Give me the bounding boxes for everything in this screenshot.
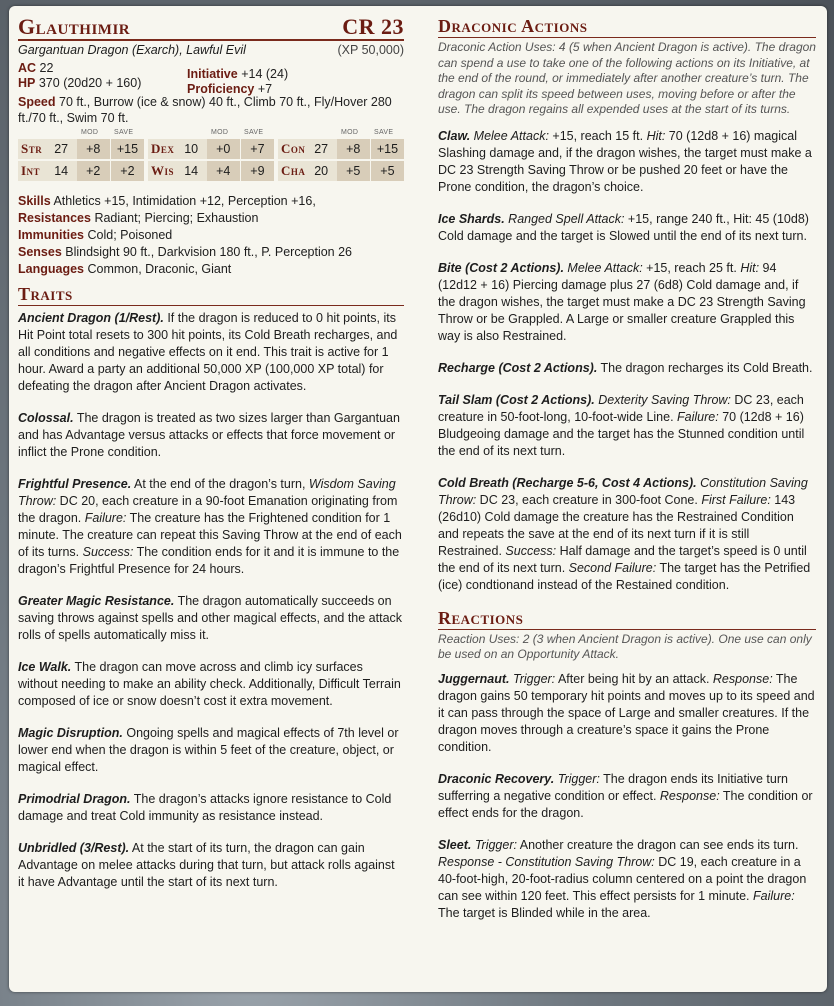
trait-entry-text: DC 20, each creature in a 90-foot Emanation originating from the dragon. [18,494,398,525]
mod-header: MOD [211,129,229,136]
action-entry-name: Bite (Cost 2 Actions). [438,260,564,275]
reaction-entry-text: The dragon ends its Initiative turn sufferring a negative condition or effect. [438,771,788,803]
creature-name: Glauthimir [18,14,131,39]
creature-type: Gargantuan Dragon (Exarch), Lawful Evil [18,43,246,57]
action-entry [438,392,816,460]
ability-row [18,139,404,159]
trait-entry-text: The creature has the Frightened condition for 1 minute. The creature can repeat this Saving Throw at the end of each of its turns. [18,511,402,559]
action-entry-label: Hit: [646,128,666,143]
ability-score: 27 [314,139,336,159]
reaction-entry-name: Sleet. [438,837,472,852]
ability-score: 27 [54,139,76,159]
traits-list [18,310,404,891]
trait-entry-label: Success: [82,545,134,559]
mod-header: MOD [341,129,359,136]
action-entry-label: Second Failure: [568,560,657,575]
ability-mod: +0 [207,139,240,159]
subtitle-row [18,43,404,57]
trait-entry-text: The dragon’s attacks ignore resistance to Cold damage and treat Cold immunity as resistance instead. [18,792,392,823]
ac-label: AC [18,61,37,75]
skills-line [18,193,404,210]
ability-mod: +8 [77,139,110,159]
skills-label: Skills [18,194,51,208]
action-entry-name: Ice Shards. [438,211,505,226]
ability-scores [18,129,404,181]
action-entry-text: 70 (12d8 + 16) magical Slashing damage and, if the dragon wishes, the target must make a DC 23 Strength Saving Throw or be pushed 20 feet or have the Prone condition, the dragon’s choice. [438,128,812,194]
ability-dex [148,139,274,159]
senses-label: Senses [18,245,62,259]
trait-entry-name: Colossal. [18,411,74,425]
ability-name: Wis [148,161,184,181]
ability-save: +9 [241,161,274,181]
save-header: SAVE [374,129,394,136]
actions-uses: Draconic Action Uses: 4 (5 when Ancient Dragon is active). The dragon can spend a use to take one of the following actions on its Initiative, at the end of the round, or immediately after another creature’s turn. The dragon can split its speed between uses, moving before or after the use. The dragon regains all expended uses at the start of its turns. [438,40,816,116]
hp-value: 370 (20d20 + 160) [38,76,142,90]
initiative [187,67,288,83]
ability-cha [278,161,404,181]
ability-con [278,139,404,159]
reaction-entry-text: Another creature the dragon can see ends its turn. [516,837,799,852]
action-entry-text: 70 (12d8 + 16) Bludgeoing damage and the target has the Stunned condition until the end of its next turn. [438,409,805,458]
actions-heading: Draconic Actions [438,16,816,38]
initiative-label: Initiative [187,67,238,81]
trait-entry [18,840,404,891]
action-entry-text: DC 23, each creature in 300-foot Cone. [476,492,702,507]
creature-details [18,193,404,278]
reaction-entry-label: Response: [712,671,773,686]
hp-label: HP [18,76,36,90]
reaction-entry-label: Trigger: [509,671,556,686]
ability-score: 14 [184,161,206,181]
reaction-entry [438,771,816,822]
languages-line [18,261,404,278]
title-row [18,16,404,41]
trait-entry-text: At the start of its turn, the dragon can gain Advantage on melee attacks during that turn, but attack rolls against it have Advantage until the start of its next turn. [18,841,395,889]
resistances-line [18,210,404,227]
action-entry-label: Melee Attack: [563,260,643,275]
action-entry-label: Success: [505,543,557,558]
challenge-rating: CR 23 [342,14,404,39]
action-entry-name: Cold Breath (Recharge 5-6, Cost 4 Actions). [438,475,697,490]
action-entry-label: Hit: [740,260,760,275]
reaction-entry [438,671,816,756]
reaction-entry-label: Response: [659,788,720,803]
stat-block-page [9,6,827,992]
action-entry [438,211,816,245]
initiative-value: +14 (24) [241,67,289,81]
action-entry [438,475,816,594]
trait-entry-name: Primodrial Dragon. [18,792,131,806]
skills-value: Athletics +15, Intimidation +12, Perception +16, [53,194,316,208]
immunities-label: Immunities [18,228,84,242]
action-entry-label: Melee Attack: [470,128,549,143]
reaction-entry-text: The condition or effect ends for the dragon. [438,788,813,820]
ability-save: +5 [371,161,404,181]
reaction-entry-label: Failure: [752,888,795,903]
immunities-value: Cold; Poisoned [87,228,173,242]
reaction-entry-name: Draconic Recovery. [438,771,555,786]
trait-entry-text: The dragon can move across and climb icy surfaces without needing to make an ability check. Additionally, Difficult Terrain composed of ice or snow doesn’t cost it extra movement. [18,660,401,708]
ability-header [148,129,274,139]
senses-value: Blindsight 90 ft., Darkvision 180 ft., P. Perception 26 [65,245,353,259]
trait-entry-name: Ice Walk. [18,660,72,674]
ability-save: +7 [241,139,274,159]
trait-entry [18,310,404,395]
action-entry-name: Tail Slam (Cost 2 Actions). [438,392,595,407]
trait-entry-name: Magic Disruption. [18,726,123,740]
trait-entry [18,410,404,461]
armor-class [18,61,53,77]
trait-entry-name: Ancient Dragon (1/Rest). [18,311,164,325]
left-column [18,16,404,891]
ability-mod: +2 [77,161,110,181]
hit-points [18,76,141,92]
action-entry-name: Recharge (Cost 2 Actions). [438,360,598,375]
trait-entry-text: The condition ends for it and it is immune to the dragon’s Frightful Presence for 24 hours. [18,545,400,576]
action-entry-text: +15, reach 25 ft. [642,260,741,275]
action-entry-label: Constitution Saving Throw: [438,475,808,507]
ability-mod: +5 [337,161,370,181]
trait-entry-text: At the end of the dragon’s turn, [131,477,309,491]
action-entry-label: Failure: [677,409,719,424]
mod-header: MOD [81,129,99,136]
speed-value: 70 ft., Burrow (ice & snow) 40 ft., Climb 70 ft., Fly/Hover 280 ft./70 ft., Swim 70 ft. [18,95,392,125]
action-entry-text: +15, reach 15 ft. [548,128,647,143]
reaction-entry-name: Juggernaut. [438,671,510,686]
proficiency-value: +7 [257,82,273,96]
resistances-label: Resistances [18,211,91,225]
reactions-list [438,671,816,922]
action-entry-text: 143 (26d10) Cold damage the creature has the Restrained Condition and repeats the save at the end of its next turn if it is still Restrained. [438,492,796,558]
trait-entry-text: Ongoing spells and magical effects of 7th level or lower end when the dragon is within 5 feet of the creature, object, or magical effect. [18,726,399,774]
ability-header [18,129,144,139]
reactions-uses: Reaction Uses: 2 (3 when Ancient Dragon is active). One use can only be used on an Opportunity Attack. [438,631,812,661]
reactions-heading: Reactions [438,608,816,630]
reaction-entry [438,837,816,922]
proficiency-label: Proficiency [187,82,255,96]
trait-entry-name: Unbridled (3/Rest). [18,841,130,855]
action-entry-label: First Failure: [701,492,771,507]
trait-entry [18,791,404,825]
ability-header-row [18,129,404,139]
ability-save: +15 [111,139,144,159]
ability-mod: +8 [337,139,370,159]
reaction-entry-text: DC 19, each creature in a 40-foot-high, 20-foot-radius column centered on a point the dragon can see within 120 feet. This effect persists for 1 minute. [438,854,807,903]
trait-entry-name: Frightful Presence. [18,477,132,491]
traits-heading: Traits [18,284,404,306]
action-entry-text: The dragon recharges its Cold Breath. [597,360,813,375]
ability-name: Dex [148,139,184,159]
immunities-line [18,227,404,244]
reaction-entry-text: After being hit by an attack. [555,671,713,686]
right-column [438,16,816,922]
ability-name: Cha [278,161,314,181]
action-entry-name: Claw. [438,128,471,143]
action-entry-text: 94 (12d12 + 16) Piercing damage plus 27 (6d8) Cold damage and, if the dragon wishes, the target must make a DC 23 Strength Saving Throw or be Grappled. A Large or smaller creature Grappled this way is also Restrained. [438,260,806,343]
save-header: SAVE [114,129,134,136]
action-entry [438,128,816,196]
action-entry-text: Half damage and the target’s speed is 0 until the end of its next turn. [438,543,807,575]
reaction-entry-label: Trigger: [471,837,517,852]
trait-entry-label: Wisdom Saving Throw: [18,477,396,508]
actions-list [438,128,816,594]
reaction-entry-label: Trigger: [554,771,600,786]
trait-entry-label: Failure: [84,511,127,525]
action-entry-text: +15, range 240 ft., Hit: 45 (10d8) Cold damage and the target is Slowed until the end of its next turn. [438,211,809,243]
trait-entry [18,476,404,578]
ac-value: 22 [39,61,54,75]
trait-entry [18,593,404,644]
action-entry-text: The target has the Petrified (ice) condtionand instead of the Restained condition. [438,560,811,592]
reaction-entry-label: Response - Constitution Saving Throw: [438,854,655,869]
ability-score: 10 [184,139,206,159]
trait-entry-text: The dragon is treated as two sizes larger than Gargantuan and has Advantage versus attacks or effects that force movement or inflict the Prone condition. [18,411,400,459]
trait-entry-text: The dragon automatically succeeds on saving throws against spells and other magical effects, and the attack rolls of spells automatically miss it. [18,594,403,642]
ability-name: Con [278,139,314,159]
action-entry-label: Dexterity Saving Throw: [594,392,731,407]
senses-line [18,244,404,261]
ability-header [278,129,404,139]
ability-mod: +4 [207,161,240,181]
xp-value: (XP 50,000) [337,43,404,57]
resistances-value: Radiant; Piercing; Exhaustion [94,211,259,225]
languages-value: Common, Draconic, Giant [87,262,232,276]
ability-save: +2 [111,161,144,181]
ability-row [18,161,404,181]
speed-label: Speed [18,95,56,109]
ability-save: +15 [371,139,404,159]
ability-name: Int [18,161,54,181]
action-entry-label: Ranged Spell Attack: [504,211,625,226]
trait-entry [18,725,404,776]
languages-label: Languages [18,262,84,276]
save-header: SAVE [244,129,264,136]
ability-str [18,139,144,159]
trait-entry-name: Greater Magic Resistance. [18,594,175,608]
action-entry [438,260,816,345]
ability-name: Str [18,139,54,159]
ability-score: 14 [54,161,76,181]
reaction-entry-text: The target is Blinded while in the area. [438,905,651,920]
ability-int [18,161,144,181]
action-entry-text: DC 23, each creature in 50-foot-long, 10-foot-wide Line. [438,392,804,424]
reaction-entry-text: The dragon gains 50 temporary hit points and moves up to its speed and it can pass through the space of Large and smaller creatures. If the dragon moves through a creature’s space it gains the Prone condition. [438,671,815,754]
action-entry [438,360,816,377]
speed [18,95,398,126]
trait-entry [18,659,404,710]
ability-wis [148,161,274,181]
trait-entry-text: If the dragon is reduced to 0 hit points, its Hit Point total resets to 300 hit points, its Cold Breath recharges, and all conditions and negative effects on it end. This trait is active for 1 hour. Award a party an additional 50,000 XP (100,000 XP total) for defeating the dragon after Ancient Dragon activates. [18,311,398,393]
ability-score: 20 [314,161,336,181]
core-stats [18,61,404,127]
